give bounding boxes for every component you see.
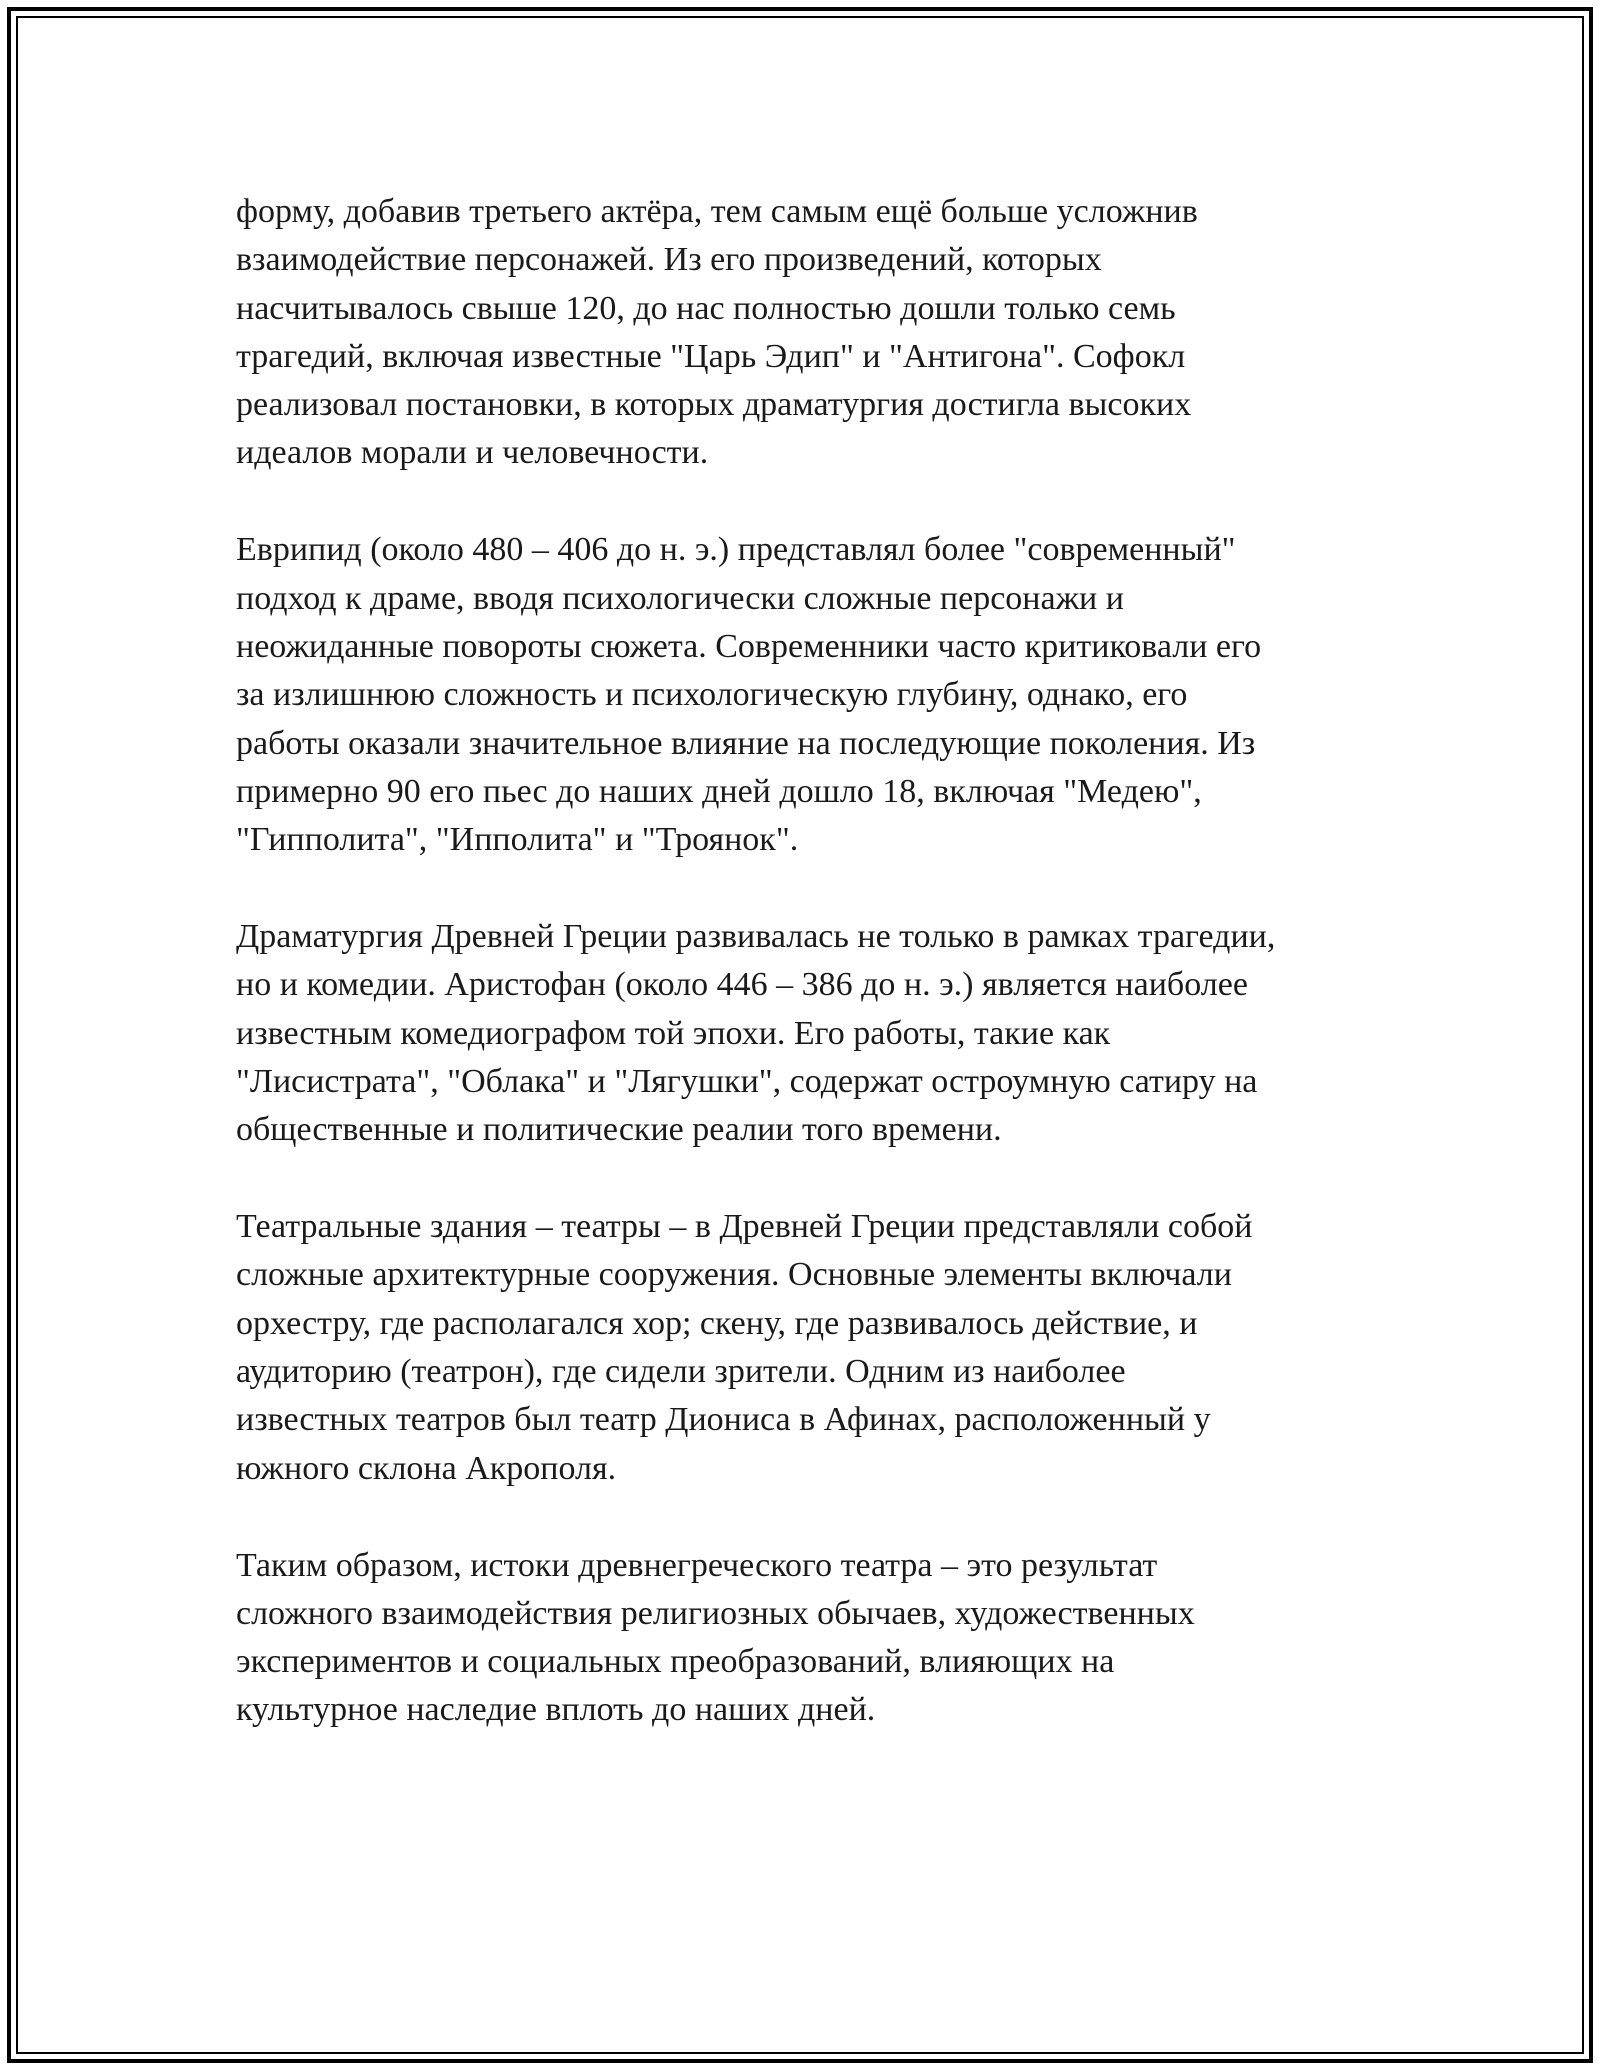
text-line: "Гипполита", "Ипполита" и "Троянок". [236, 821, 799, 859]
text-line: Театральные здания – театры – в Древней Греции представляли собой [236, 1208, 1253, 1246]
text-line: экспериментов и социальных преобразований, влияющих на [236, 1643, 1115, 1681]
document-body [236, 188, 1386, 1783]
text-line: подход к драме, вводя психологически сложные персонажи и [236, 579, 1124, 617]
text-line: Таким образом, истоки древнегреческого театра – это результат [236, 1546, 1158, 1584]
text-line: "Лисистрата", "Облака" и "Лягушки", содержат остроумную сатиру на [236, 1062, 1258, 1100]
text-line: культурное наследие вплоть до наших дней. [236, 1691, 876, 1729]
text-line: сложного взаимодействия религиозных обычаев, художественных [236, 1594, 1195, 1632]
text-line: за излишнюю сложность и психологическую глубину, однако, его [236, 676, 1188, 714]
text-line: южного склона Акрополя. [236, 1449, 617, 1487]
text-line: Еврипид (около 480 – 406 до н. э.) представлял более "современный" [236, 531, 1236, 569]
paragraph-comedy [236, 913, 1386, 1154]
text-line: сложные архитектурные сооружения. Основные элементы включали [236, 1256, 1232, 1294]
text-line: форму, добавив третьего актёра, тем самым ещё больше усложнив [236, 193, 1198, 230]
text-line: но и комедии. Аристофан (около 446 – 386 до н. э.) является наиболее [236, 966, 1248, 1004]
paragraph-sophocles [236, 188, 1386, 478]
text-line: примерно 90 его пьес до наших дней дошло 18, включая "Медею", [236, 772, 1202, 810]
text-line: общественные и политические реалии того времени. [236, 1111, 1002, 1149]
text-line: идеалов морали и человечности. [236, 434, 709, 472]
text-line: аудиторию (театрон), где сидели зрители. Одним из наиболее [236, 1353, 1126, 1391]
text-line: взаимодействие персонажей. Из его произведений, которых [236, 241, 1102, 279]
paragraph-conclusion [236, 1542, 1386, 1735]
text-line: работы оказали значительное влияние на последующие поколения. Из [236, 724, 1256, 762]
text-line: реализовал постановки, в которых драматургия достигла высоких [236, 386, 1192, 424]
text-line: Драматургия Древней Греции развивалась не только в рамках трагедии, [236, 918, 1276, 956]
text-line: неожиданные повороты сюжета. Современники часто критиковали его [236, 627, 1262, 665]
text-line: орхестру, где располагался хор; скену, где развивалось действие, и [236, 1304, 1198, 1342]
text-line: трагедий, включая известные "Царь Эдип" и "Антигона". Софокл [236, 337, 1186, 375]
text-line: известных театров был театр Диониса в Афинах, расположенный у [236, 1401, 1211, 1439]
paragraph-theatres [236, 1203, 1386, 1493]
text-line: насчитывалось свыше 120, до нас полностью дошли только семь [236, 289, 1176, 327]
text-line: известным комедиографом той эпохи. Его работы, такие как [236, 1014, 1111, 1052]
paragraph-euripides [236, 526, 1386, 864]
